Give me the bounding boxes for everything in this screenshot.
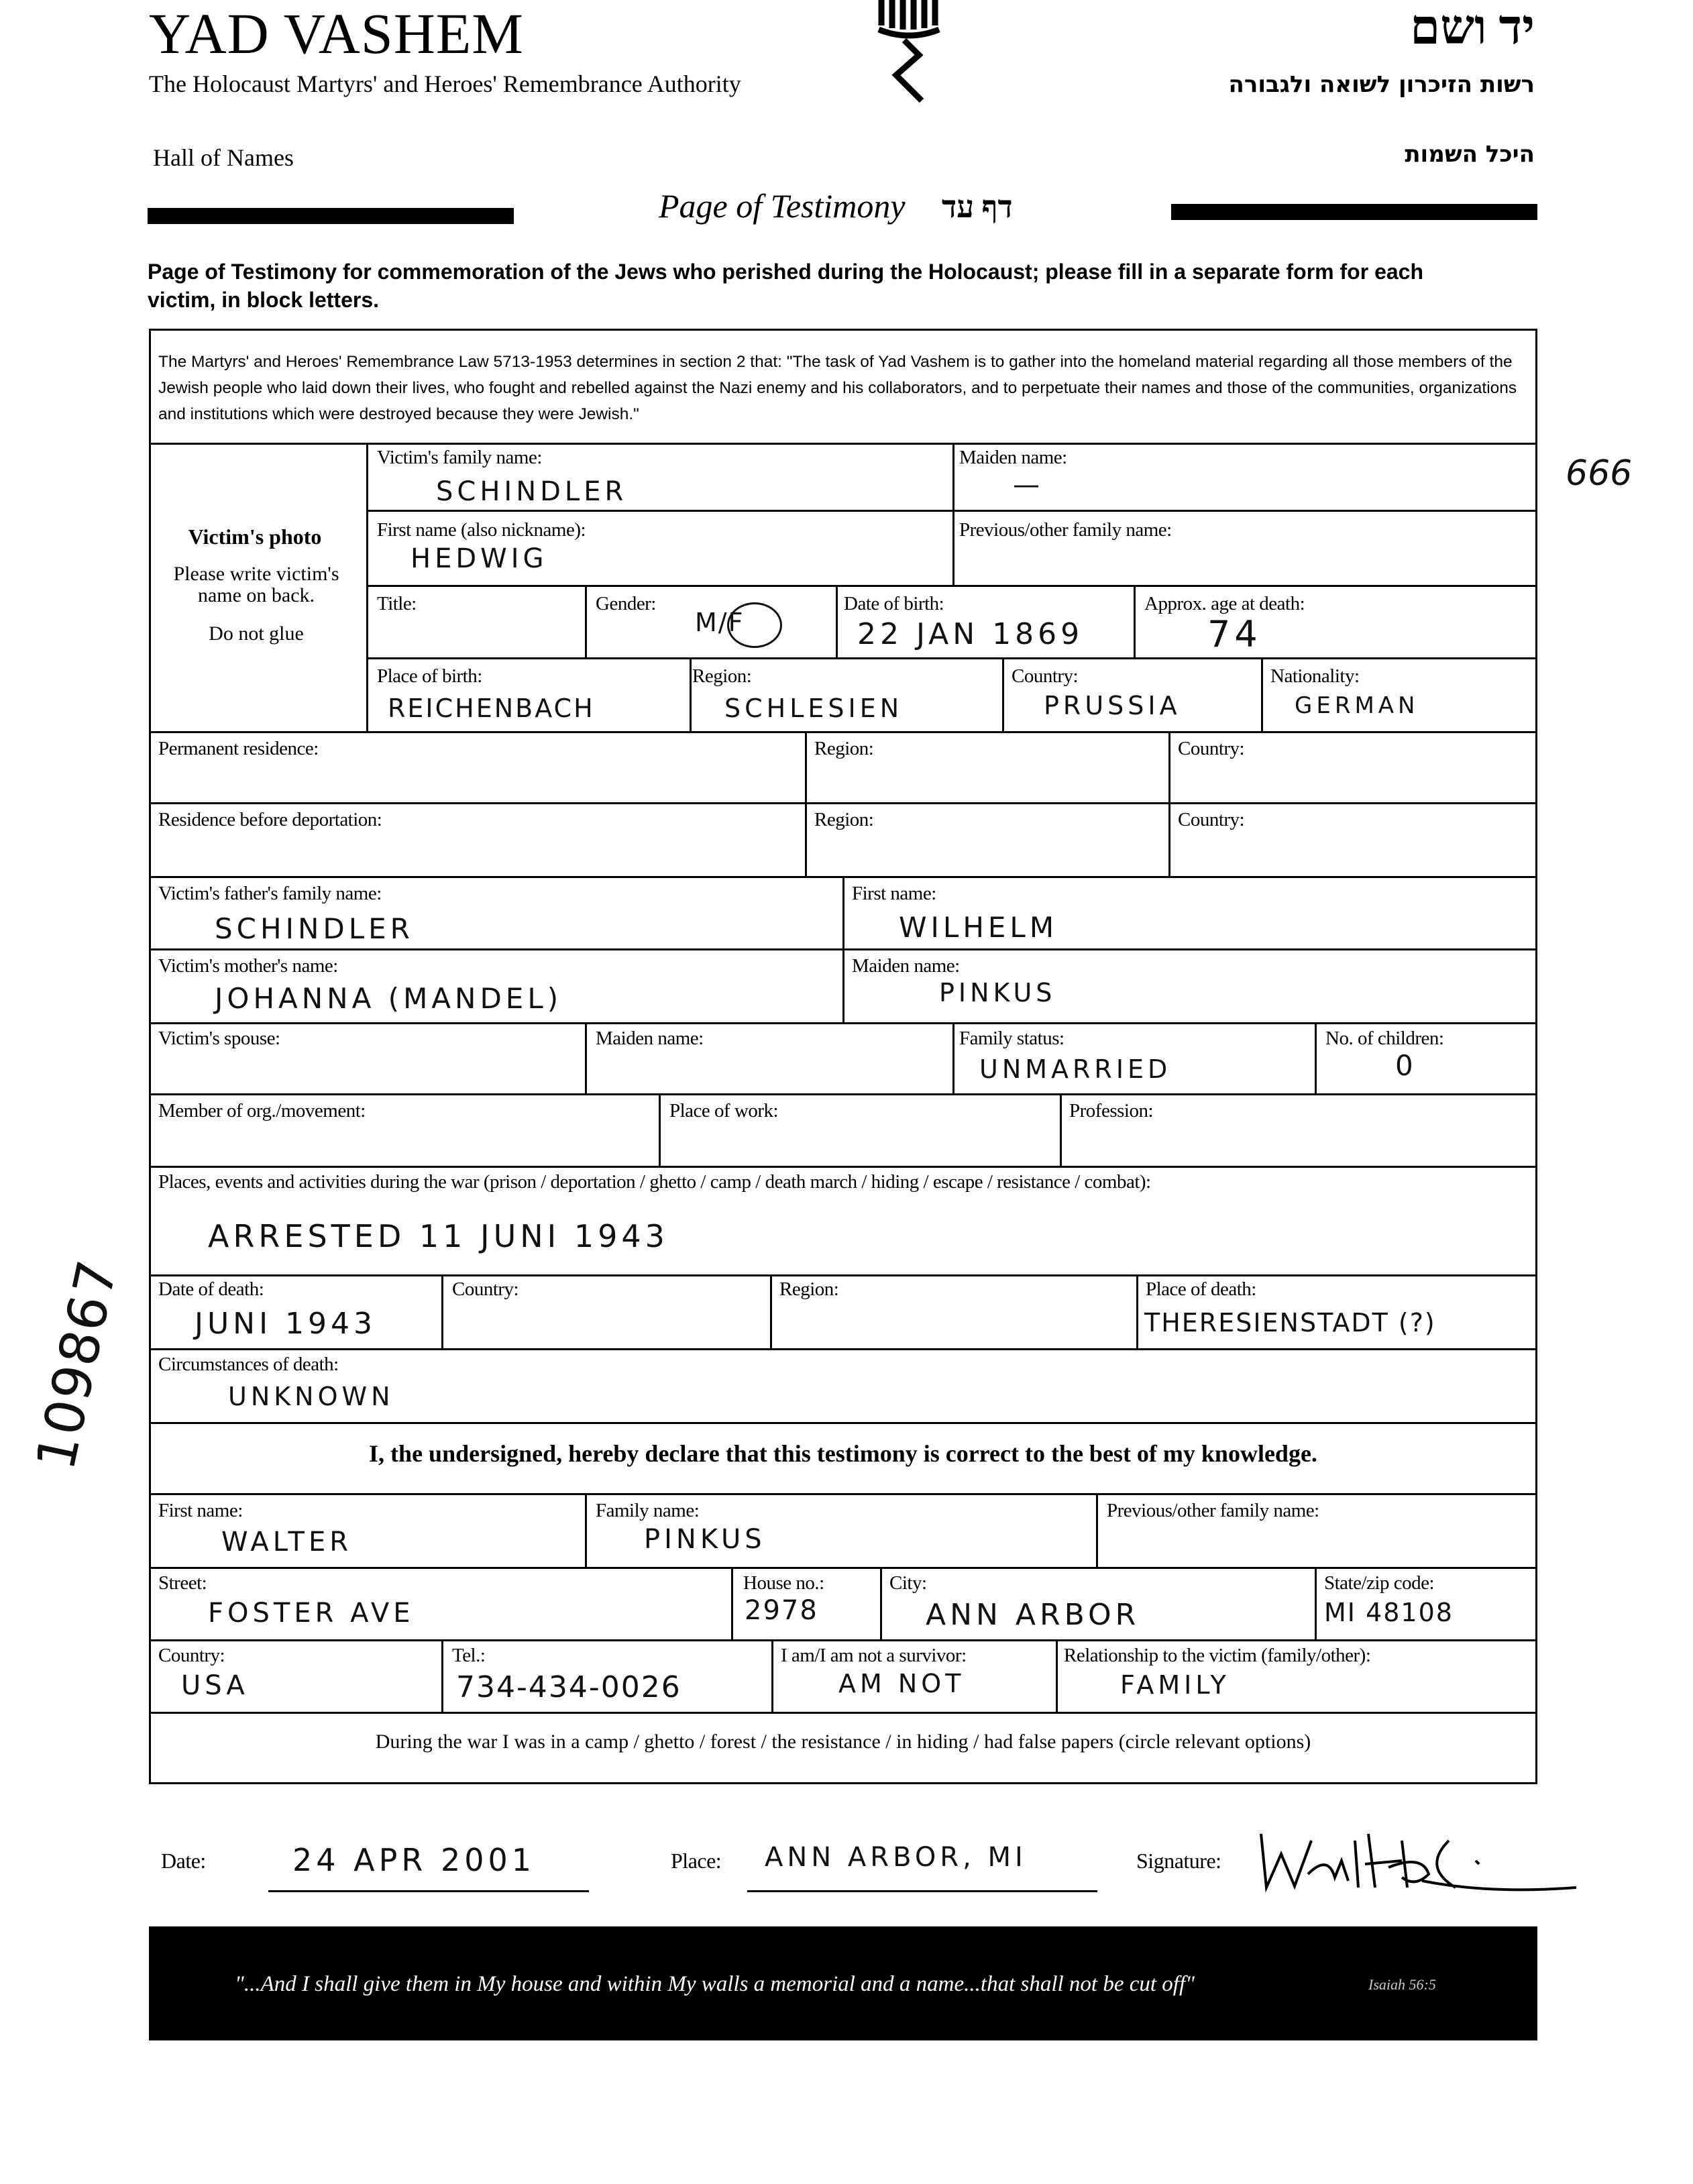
victim-place-birth: REICHENBACH: [388, 694, 595, 723]
circumstances: UNKNOWN: [228, 1382, 394, 1411]
header-bar-left: [148, 208, 514, 224]
form-frame: [149, 329, 1537, 1784]
label-profession: Profession:: [1069, 1100, 1153, 1122]
family-status: UNMARRIED: [979, 1054, 1172, 1084]
label-age-death: Approx. age at death:: [1144, 593, 1305, 614]
sign-place: ANN ARBOR, MI: [765, 1842, 1027, 1873]
label-spouse-maiden: Maiden name:: [596, 1028, 704, 1049]
sign-date: 24 APR 2001: [292, 1842, 536, 1878]
label-place-work: Place of work:: [669, 1100, 779, 1122]
label-region-birth: Region:: [692, 665, 752, 687]
submitter-street: FOSTER AVE: [208, 1598, 415, 1629]
hall-label: Hall of Names: [153, 144, 294, 171]
label-sub-country: Country:: [158, 1645, 225, 1666]
photo-no-glue: Do not glue: [209, 622, 304, 645]
label-country-birth: Country:: [1012, 665, 1079, 687]
label-title: Title:: [377, 593, 417, 614]
label-place: Place:: [671, 1849, 722, 1873]
label-father-family: Victim's father's family name:: [158, 883, 382, 904]
label-maiden-name: Maiden name:: [959, 447, 1067, 468]
label-relationship: Relationship to the victim (family/other):: [1064, 1645, 1371, 1666]
submitter-relationship: FAMILY: [1120, 1670, 1230, 1700]
victim-gender: M/F: [695, 608, 745, 637]
label-sub-prev: Previous/other family name:: [1107, 1500, 1319, 1521]
label-perm-res: Permanent residence:: [158, 738, 319, 759]
form-title: Page of Testimony: [659, 187, 906, 225]
label-res-before: Residence before deportation:: [158, 809, 382, 830]
label-perm-country: Country:: [1178, 738, 1245, 759]
label-date: Date:: [161, 1849, 206, 1873]
father-family-name: SCHINDLER: [215, 912, 414, 945]
label-signature: Signature:: [1136, 1849, 1221, 1873]
label-res-region: Region:: [814, 809, 874, 830]
photo-title: Victim's photo: [188, 525, 322, 549]
place-death: THERESIENSTADT (?): [1144, 1308, 1436, 1337]
photo-instruction: Please write victim's name on back.: [173, 563, 339, 606]
label-family-name: Victim's family name:: [377, 447, 542, 468]
label-spouse: Victim's spouse:: [158, 1028, 280, 1049]
margin-note-top: 666: [1566, 453, 1633, 494]
org-title: YAD VASHEM: [149, 1, 524, 66]
mother-name: JOHANNA (MANDEL): [215, 982, 563, 1015]
footer-citation: Isaiah 56:5: [1368, 1976, 1436, 1993]
label-circumstances: Circumstances of death:: [158, 1354, 339, 1375]
submitter-city: ANN ARBOR: [926, 1598, 1140, 1632]
hall-label-hebrew: היכל השמות: [1405, 141, 1535, 168]
label-member-org: Member of org./movement:: [158, 1100, 366, 1122]
declaration: I, the undersigned, hereby declare that this testimony is correct to the best of my knowledge.: [369, 1440, 1317, 1467]
submitter-state-zip: MI 48108: [1324, 1598, 1454, 1627]
label-death-region: Region:: [779, 1278, 839, 1300]
label-dob: Date of birth:: [844, 593, 944, 614]
gender-circle: [727, 602, 782, 648]
victim-country-birth: PRUSSIA: [1044, 691, 1181, 720]
submitter-first-name: WALTER: [221, 1527, 353, 1558]
submitter-tel: 734-434-0026: [456, 1670, 681, 1704]
label-children: No. of children:: [1325, 1028, 1444, 1049]
victim-age-death: 74: [1207, 613, 1262, 655]
father-first-name: WILHELM: [899, 911, 1058, 944]
label-house-no: House no.:: [743, 1572, 824, 1594]
menorah-logo: [872, 0, 946, 114]
label-sub-family: Family name:: [596, 1500, 700, 1521]
intro-text: Page of Testimony for commemoration of the Jews who perished during the Holocaust; please fill in a separate form for each victim, in block letters.: [148, 260, 1423, 312]
submitter-survivor: AM NOT: [838, 1669, 965, 1698]
label-mother-maiden: Maiden name:: [852, 955, 960, 977]
label-death-country: Country:: [452, 1278, 519, 1300]
label-survivor: I am/I am not a survivor:: [781, 1645, 967, 1666]
label-place-birth: Place of birth:: [377, 665, 482, 687]
signature-image: [1248, 1814, 1583, 1901]
label-first-name-nick: First name (also nickname):: [377, 519, 586, 541]
label-places-events: Places, events and activities during the war (prison / deportation / ghetto / camp / death march / hiding / escape / resistance / combat):: [158, 1171, 1151, 1193]
org-subtitle-hebrew: רשות הזיכרון לשואה ולגבורה: [1228, 71, 1535, 98]
org-title-hebrew: יד ושם: [1410, 1, 1535, 54]
label-date-death: Date of death:: [158, 1278, 264, 1300]
law-text: The Martyrs' and Heroes' Remembrance Law 5713-1953 determines in section 2 that: "The task of Yad Vashem is to gather into the homeland material regarding all those members of the Jewish people who laid down their lives, who fought and rebelled against the Nazi enemy and his collaborators, and to perpetuate their names and those of the communities, organizations and institutions which were destroyed because they were Jewish.": [158, 353, 1517, 423]
victim-nationality: GERMAN: [1295, 692, 1419, 719]
label-mother-name: Victim's mother's name:: [158, 955, 338, 977]
label-res-country: Country:: [1178, 809, 1245, 830]
mother-maiden-name: PINKUS: [939, 978, 1056, 1007]
war-options: During the war I was in a camp / ghetto / forest / the resistance / in hiding / had false papers (circle relevant options): [375, 1731, 1311, 1753]
children-count: 0: [1395, 1049, 1417, 1082]
victim-region-birth: SCHLESIEN: [724, 694, 904, 723]
label-sub-first: First name:: [158, 1500, 243, 1521]
form-title-hebrew: דף עד: [942, 190, 1013, 224]
victim-first-name: HEDWIG: [411, 543, 548, 574]
victim-dob: 22 JAN 1869: [857, 617, 1084, 651]
label-perm-region: Region:: [814, 738, 874, 759]
label-nationality: Nationality:: [1270, 665, 1360, 687]
org-subtitle: The Holocaust Martyrs' and Heroes' Remembrance Authority: [149, 70, 741, 97]
margin-note-left: 109867: [24, 1254, 129, 1476]
label-tel: Tel.:: [452, 1645, 486, 1666]
submitter-house-no: 2978: [745, 1595, 818, 1626]
victim-maiden-name: —: [1013, 470, 1044, 500]
label-street: Street:: [158, 1572, 207, 1594]
label-state-zip: State/zip code:: [1324, 1572, 1435, 1594]
date-death: JUNI 1943: [195, 1307, 377, 1341]
footer-quote: "...And I shall give them in My house and within My walls a memorial and a name...that shall not be cut off": [235, 1972, 1195, 1996]
victim-family-name: SCHINDLER: [436, 476, 628, 507]
label-family-status: Family status:: [959, 1028, 1064, 1049]
label-prev-family-name: Previous/other family name:: [959, 519, 1172, 541]
war-events: ARRESTED 11 JUNI 1943: [208, 1218, 669, 1254]
submitter-family-name: PINKUS: [644, 1524, 766, 1555]
label-place-death: Place of death:: [1146, 1278, 1256, 1300]
header-bar-right: [1171, 204, 1537, 220]
submitter-country: USA: [181, 1670, 249, 1701]
label-city: City:: [889, 1572, 927, 1594]
label-father-first: First name:: [852, 883, 936, 904]
label-gender: Gender:: [596, 593, 656, 614]
